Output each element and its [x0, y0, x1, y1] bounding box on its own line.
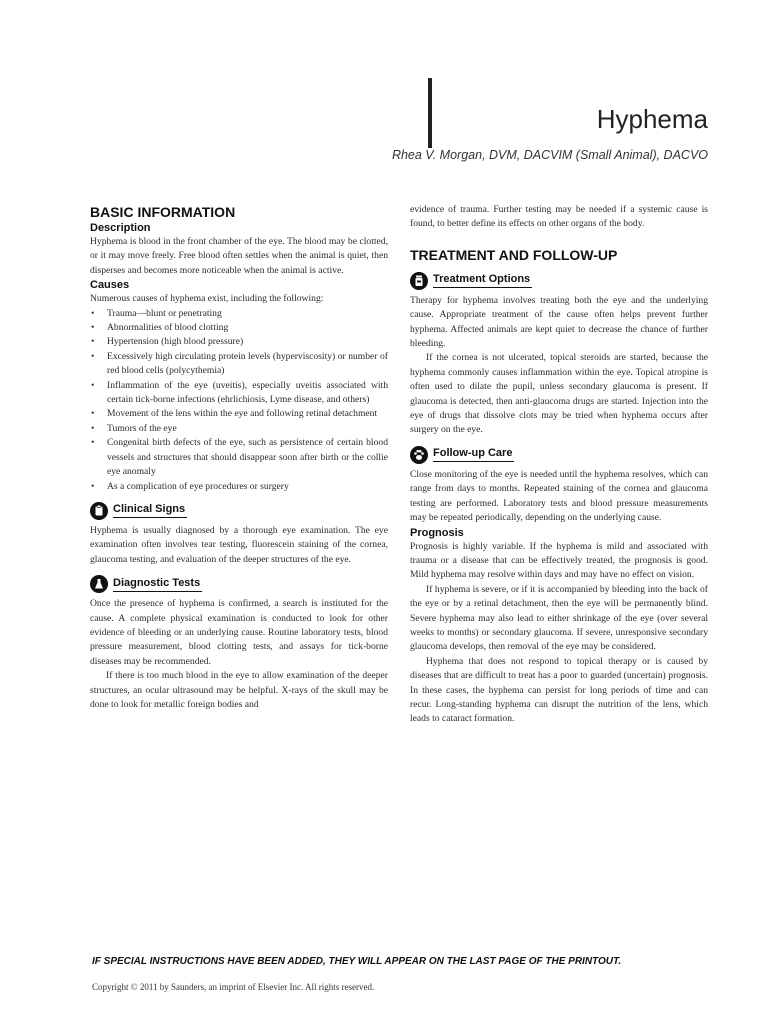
- author-line: Rhea V. Morgan, DVM, DACVIM (Small Animal), DACVO: [391, 148, 708, 162]
- prognosis-text-3: Hyphema that does not respond to topical therapy or is caused by diseases that are difficult to treat has a poor to guarded (uncertain) prognosis. In these cases, the hyphema can persist for long periods of time and can recur. Long-standing hyphema can disrupt the nutrition of the lens, which leads to cataract formation.: [410, 655, 708, 725]
- description-heading: Description: [90, 222, 151, 234]
- treatment-text-2: If the cornea is not ulcerated, topical steroids are started, because the hyphema commonly causes inflammation within the eye. Topical atropine is often used to dilate the pupil, unless secondary glaucoma is present. If glaucoma is detected, then anti-glaucoma drugs are started. Injection into the eye of drugs that dissolve clots may be tried when hyphema occurs after surgery on the eye.: [410, 352, 708, 436]
- followup-care-heading: Follow-up Care: [433, 447, 514, 462]
- right-column: [410, 203, 708, 727]
- clinical-signs-header: [90, 502, 388, 520]
- treatment-text-1: Therapy for hyphema involves treating both the eye and the underlying cause. Appropriate treatment of the cause often helps prevent further hyphema. Affected animals are kept quiet to decrease the chance of further bleeding.: [410, 294, 708, 350]
- list-item: • Inflammation of the eye (uveitis), especially uveitis associated with certain tick-borne infections (ehrlichiosis, Lyme disease, and others): [90, 379, 388, 408]
- treatment-options-heading: Treatment Options: [433, 273, 532, 288]
- prognosis-text-1: Prognosis is highly variable. If the hyphema is mild and associated with trauma or a disease that can be effectively treated, the prognosis is good. Mild hyphema may resolve within days and may have no effect on vision.: [410, 540, 708, 581]
- paw-print-icon: [410, 446, 428, 464]
- list-item: • Tumors of the eye: [90, 422, 388, 436]
- left-column: [90, 203, 388, 712]
- clinical-signs-heading: Clinical Signs: [113, 503, 187, 518]
- prognosis-text-2: If hyphema is severe, or if it is accompanied by bleeding into the back of the eye or by a retinal detachment, then the eye will be permanently blind. Severe hyphema may also lead to either shrinkage of the eye (over several weeks to months) or secondary glaucoma. If severe, unresponsive secondary glaucoma develops, then removal of the eye may be considered.: [410, 583, 708, 653]
- list-item: • As a complication of eye procedures or surgery: [90, 480, 388, 494]
- list-item: • Abnormalities of blood clotting: [90, 321, 388, 335]
- copyright-line: Copyright © 2011 by Saunders, an imprint of Elsevier Inc. All rights reserved.: [92, 982, 375, 992]
- prognosis-heading: Prognosis: [410, 526, 464, 539]
- list-item: • Excessively high circulating protein levels (hyperviscosity) or number of red blood cells (polycythemia): [90, 350, 388, 379]
- causes-intro: Numerous causes of hyphema exist, including the following:: [90, 293, 324, 305]
- basic-info-heading: BASIC INFORMATION: [90, 204, 236, 220]
- continued-text: evidence of trauma. Further testing may be needed if a systemic cause is found, to better define its effects on other organs of the body.: [410, 204, 708, 230]
- special-instructions-note: IF SPECIAL INSTRUCTIONS HAVE BEEN ADDED, THEY WILL APPEAR ON THE LAST PAGE OF THE PRINTOUT.: [92, 956, 622, 967]
- list-item: • Trauma—blunt or penetrating: [90, 307, 388, 321]
- causes-list: [90, 307, 388, 494]
- diagnostic-text-1: Once the presence of hyphema is confirmed, a search is instituted for the cause. A complete physical examination is conducted to look for other evidence of bleeding or an underlying cause. Routine laboratory tests, blood pressure measurement, blood clotting tests, and assays for tick-borne diseases may be recommended.: [90, 598, 388, 667]
- diagnostic-tests-header: [90, 575, 388, 593]
- flask-icon: [90, 575, 108, 593]
- followup-text: Close monitoring of the eye is needed until the hyphema resolves, which can range from days to months. Repeated staining of the cornea and glaucoma testing are performed. Laboratory tests and blood pressure measurements may be repeated periodically, depending on the underlying cause.: [410, 468, 708, 524]
- treatment-followup-heading: TREATMENT AND FOLLOW-UP: [410, 246, 618, 263]
- causes-heading: Causes: [90, 279, 130, 292]
- description-text: Hyphema is blood in the front chamber of the eye. The blood may be clotted, or it may move freely. Free blood often settles when the animal is quiet, then disperses and becomes more noticeable when the animal is active.: [90, 236, 388, 276]
- treatment-options-header: [410, 272, 708, 290]
- list-item: • Congenital birth defects of the eye, such as persistence of certain blood vessels and structures that should disappear soon after birth or the collie eye anomaly: [90, 436, 388, 479]
- diagnostic-text-2: If there is too much blood in the eye to allow examination of the deeper structures, an ocular ultrasound may be helpful. X-rays of the skull may be done to look for metallic foreign bodies and: [90, 670, 388, 710]
- list-item: • Hypertension (high blood pressure): [90, 335, 388, 349]
- list-item: • Movement of the lens within the eye and following retinal detachment: [90, 407, 388, 421]
- clipboard-icon: [90, 502, 108, 520]
- followup-care-header: [410, 446, 708, 464]
- diagnostic-tests-heading: Diagnostic Tests: [113, 577, 202, 592]
- pill-bottle-icon: [410, 272, 428, 290]
- page-title: Hyphema: [596, 104, 708, 134]
- header-vertical-rule: [428, 78, 432, 148]
- clinical-signs-text: Hyphema is usually diagnosed by a thorough eye examination. The eye examination often involves tear testing, fluorescein staining of the cornea, glaucoma testing, and evaluation of the deeper structures of the eye.: [90, 524, 388, 565]
